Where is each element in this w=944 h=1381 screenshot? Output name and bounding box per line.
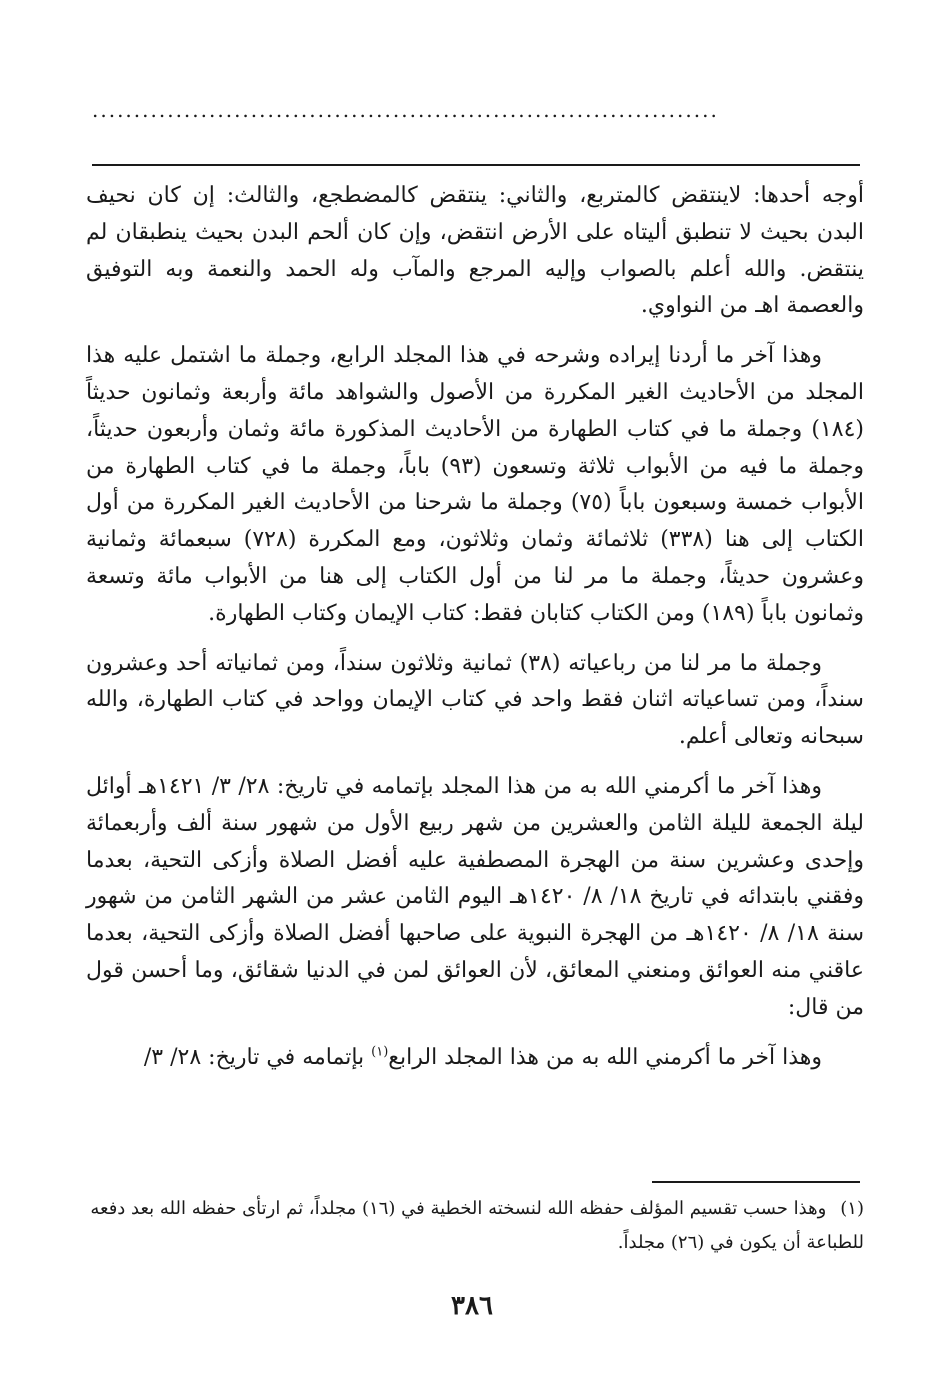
- header-rule: [92, 164, 860, 166]
- footnote: [86, 1192, 864, 1260]
- footnote-rule: [652, 1181, 860, 1183]
- footnote-number: (١): [840, 1198, 864, 1219]
- header-dotted-line: ...........................................................................: [92, 98, 719, 122]
- paragraph-5-text-start: وهذا آخر ما أكرمني الله به من هذا المجلد الرابع: [388, 1044, 822, 1070]
- page-number: ٣٨٦: [451, 1291, 493, 1321]
- paragraph-3: وجملة ما مر لنا من رباعياته (٣٨) ثمانية وثلاثون سنداً، ومن ثمانياته أحد وعشرون سنداً، ومن تساعياته اثنان فقط واحد في كتاب الإيمان وواحد في كتاب الطهارة، والله سبحانه وتعالى أعلم.: [86, 650, 864, 750]
- footnote-reference[interactable]: (١): [371, 1044, 389, 1060]
- paragraph-5: [86, 1040, 864, 1077]
- paragraph-4: وهذا آخر ما أكرمني الله به من هذا المجلد بإتمامه في تاريخ: ٢٨/ ٣/ ١٤٢١هـ أوائل ليلة الجمعة لليلة الثامن والعشرين من شهر ربيع الأول من شهور سنة ألف وأربعمائة وإحدى وعشرين سنة من الهجرة المصطفية عليه أفضل الصلاة وأزكى التحية، بعدما وفقني بابتدائه في تاريخ ١٨/ ٨/ ١٤٢٠هـ اليوم الثامن عشر من الشهر الثامن من شهور سنة ١٨/ ٨/ ١٤٢٠هـ من الهجرة النبوية على صاحبها أفضل الصلاة وأزكى التحية، بعدما عاقني منه العوائق ومنعني المعائق، لأن العوائق لمن في الدنيا شقائق، وما أحسن قول من قال:: [86, 773, 865, 1020]
- footnote-text: وهذا حسب تقسيم المؤلف حفظه الله لنسخته الخطية في (١٦) مجلداً، ثم ارتأى حفظه الله بعد دفعه للطباعة أن يكون في (٢٦) مجلداً.: [90, 1198, 864, 1253]
- paragraph-2: وهذا آخر ما أردنا إيراده وشرحه في هذا المجلد الرابع، وجملة ما اشتمل عليه هذا المجلد من الأحاديث الغير المكررة من الأصول والشواهد مائة وأربعة وثمانون حديثاً (١٨٤) وجملة ما في كتاب الطهارة من الأحاديث المذكورة مائة وثمان وأربعون حديثاً، وجملة ما فيه من الأبواب ثلاثة وتسعون (٩٣) باباً، وجملة ما في كتاب الطهارة من الأبواب خمسة وسبعون باباً (٧٥) وجملة ما شرحنا من الأحاديث الغير المكررة من أول الكتاب إلى هنا (٣٣٨) ثلاثمائة وثمان وثلاثون، ومع المكررة (٧٢٨) سبعمائة وثمانية وعشرون حديثاً، وجملة ما مر لنا من أول الكتاب إلى هنا من الأبواب مائة وتسعة وثمانون باباً (١٨٩) ومن الكتاب كتابان فقط: كتاب الإيمان وكتاب الطهارة.: [86, 343, 864, 626]
- paragraph-5-text-end: بإتمامه في تاريخ: ٢٨/ ٣/: [143, 1044, 372, 1070]
- main-text: [86, 178, 864, 1076]
- paragraph-1: أوجه أحدها: لاينتقض كالمتربع، والثاني: ينتقض كالمضطجع، والثالث: إن كان نحيف البدن بحيث لا تنطبق أليتاه على الأرض انتقض، وإن كان ألحم البدن بحيث ينطبقان لم ينتقض. والله أعلم بالصواب وإليه المرجع والمآب وله الحمد والنعمة وبه التوفيق والعصمة اهـ من النواوي.: [86, 183, 864, 319]
